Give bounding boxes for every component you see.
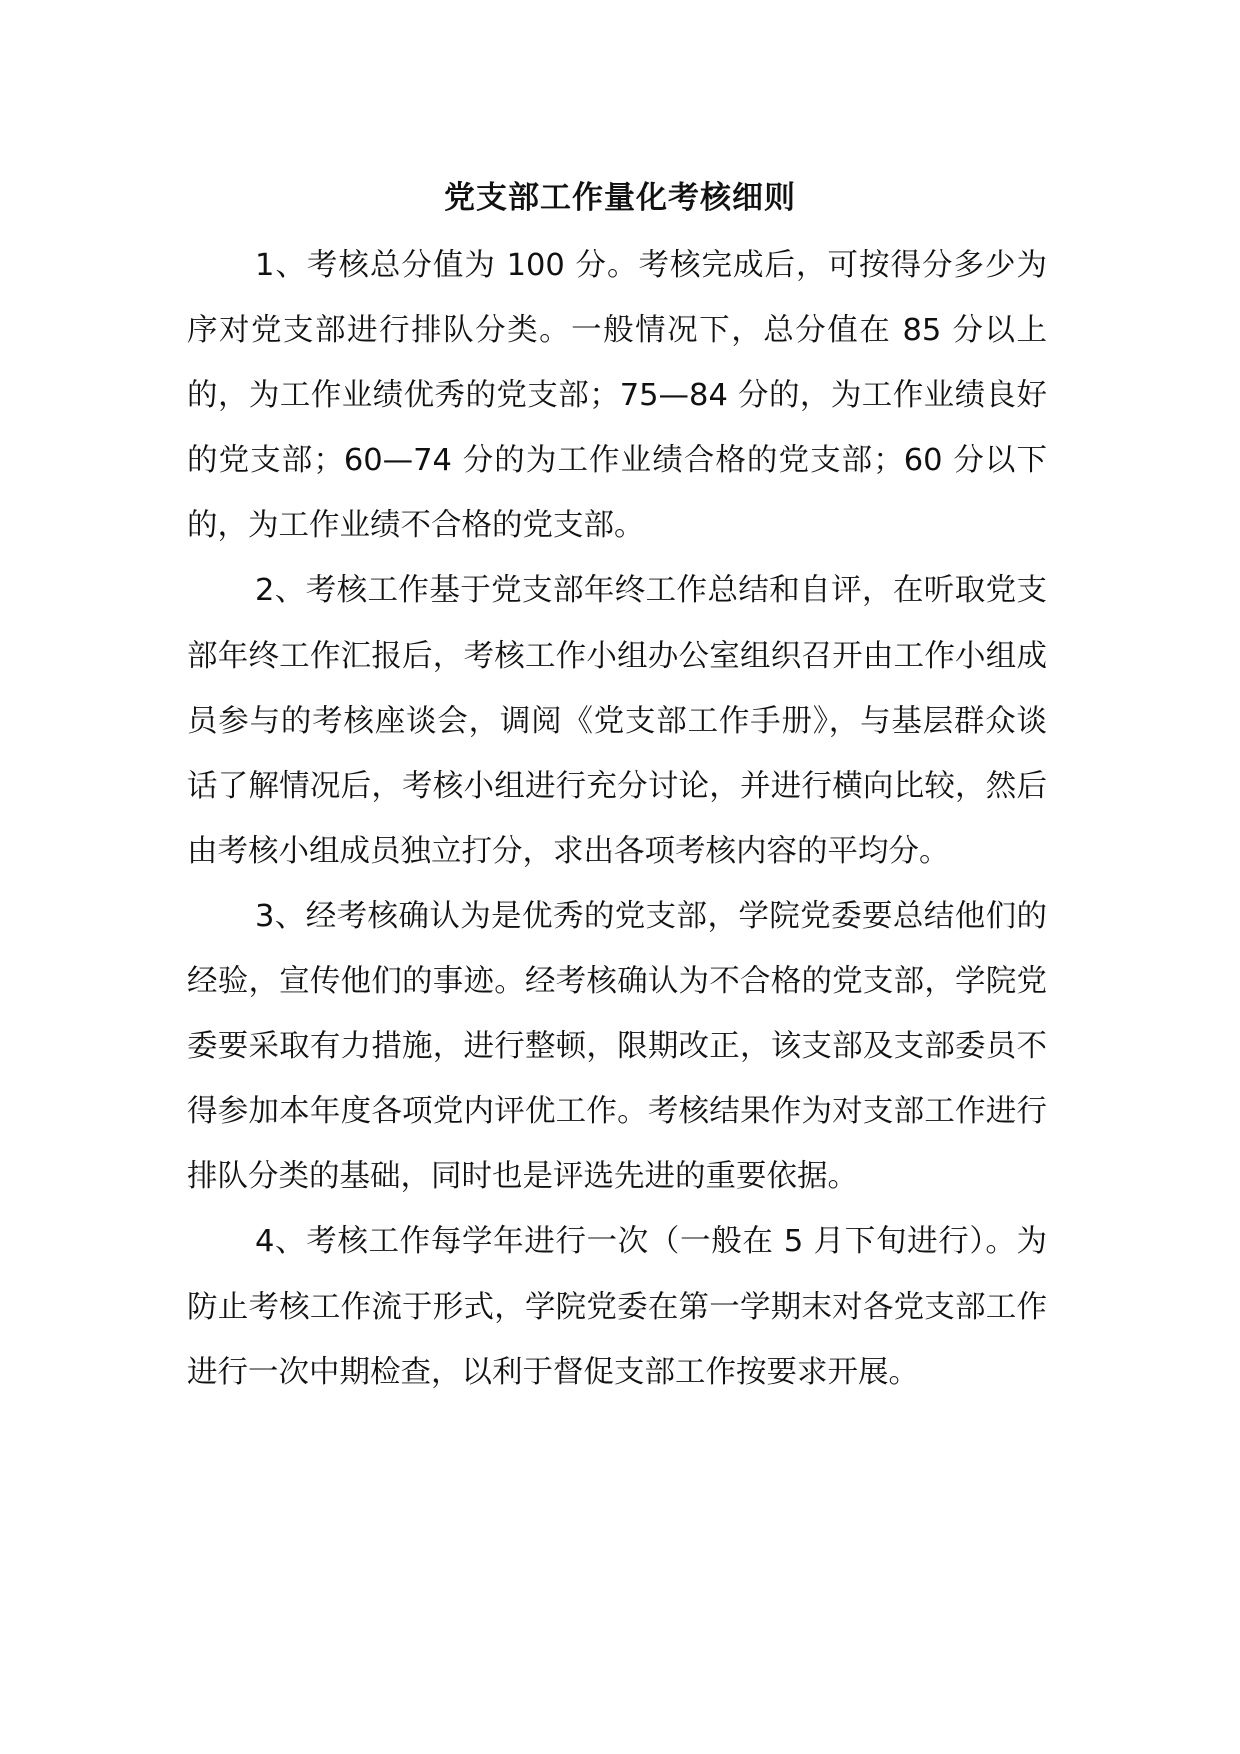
document-body: [187, 233, 1047, 1405]
paragraph-4: 4、考核工作每学年进行一次（一般在 5 月下旬进行）。为防止考核工作流于形式，学院党委在第一学期末对各党支部工作进行一次中期检查，以利于督促支部工作按要求开展。: [187, 1224, 1047, 1390]
paragraph-2: 2、考核工作基于党支部年终工作总结和自评，在听取党支部年终工作汇报后，考核工作小组办公室组织召开由工作小组成员参与的考核座谈会，调阅《党支部工作手册》，与基层群众谈话了解情况后，考核小组进行充分讨论，并进行横向比较，然后由考核小组成员独立打分，求出各项考核内容的平均分。: [187, 573, 1047, 869]
document-title: 党支部工作量化考核细则: [444, 180, 796, 216]
paragraph-1: 1、考核总分值为 100 分。考核完成后，可按得分多少为序对党支部进行排队分类。一般情况下，总分值在 85 分以上的，为工作业绩优秀的党支部；75—84 分的，为工作业绩良好的党支部；60—74 分的为工作业绩合格的党支部；60 分以下的，为工作业绩不合格的党支部。: [187, 248, 1047, 544]
paragraph-3: 3、经考核确认为是优秀的党支部，学院党委要总结他们的经验，宣传他们的事迹。经考核确认为不合格的党支部，学院党委要采取有力措施，进行整顿，限期改正，该支部及支部委员不得参加本年度各项党内评优工作。考核结果作为对支部工作进行排队分类的基础，同时也是评选先进的重要依据。: [187, 898, 1047, 1195]
